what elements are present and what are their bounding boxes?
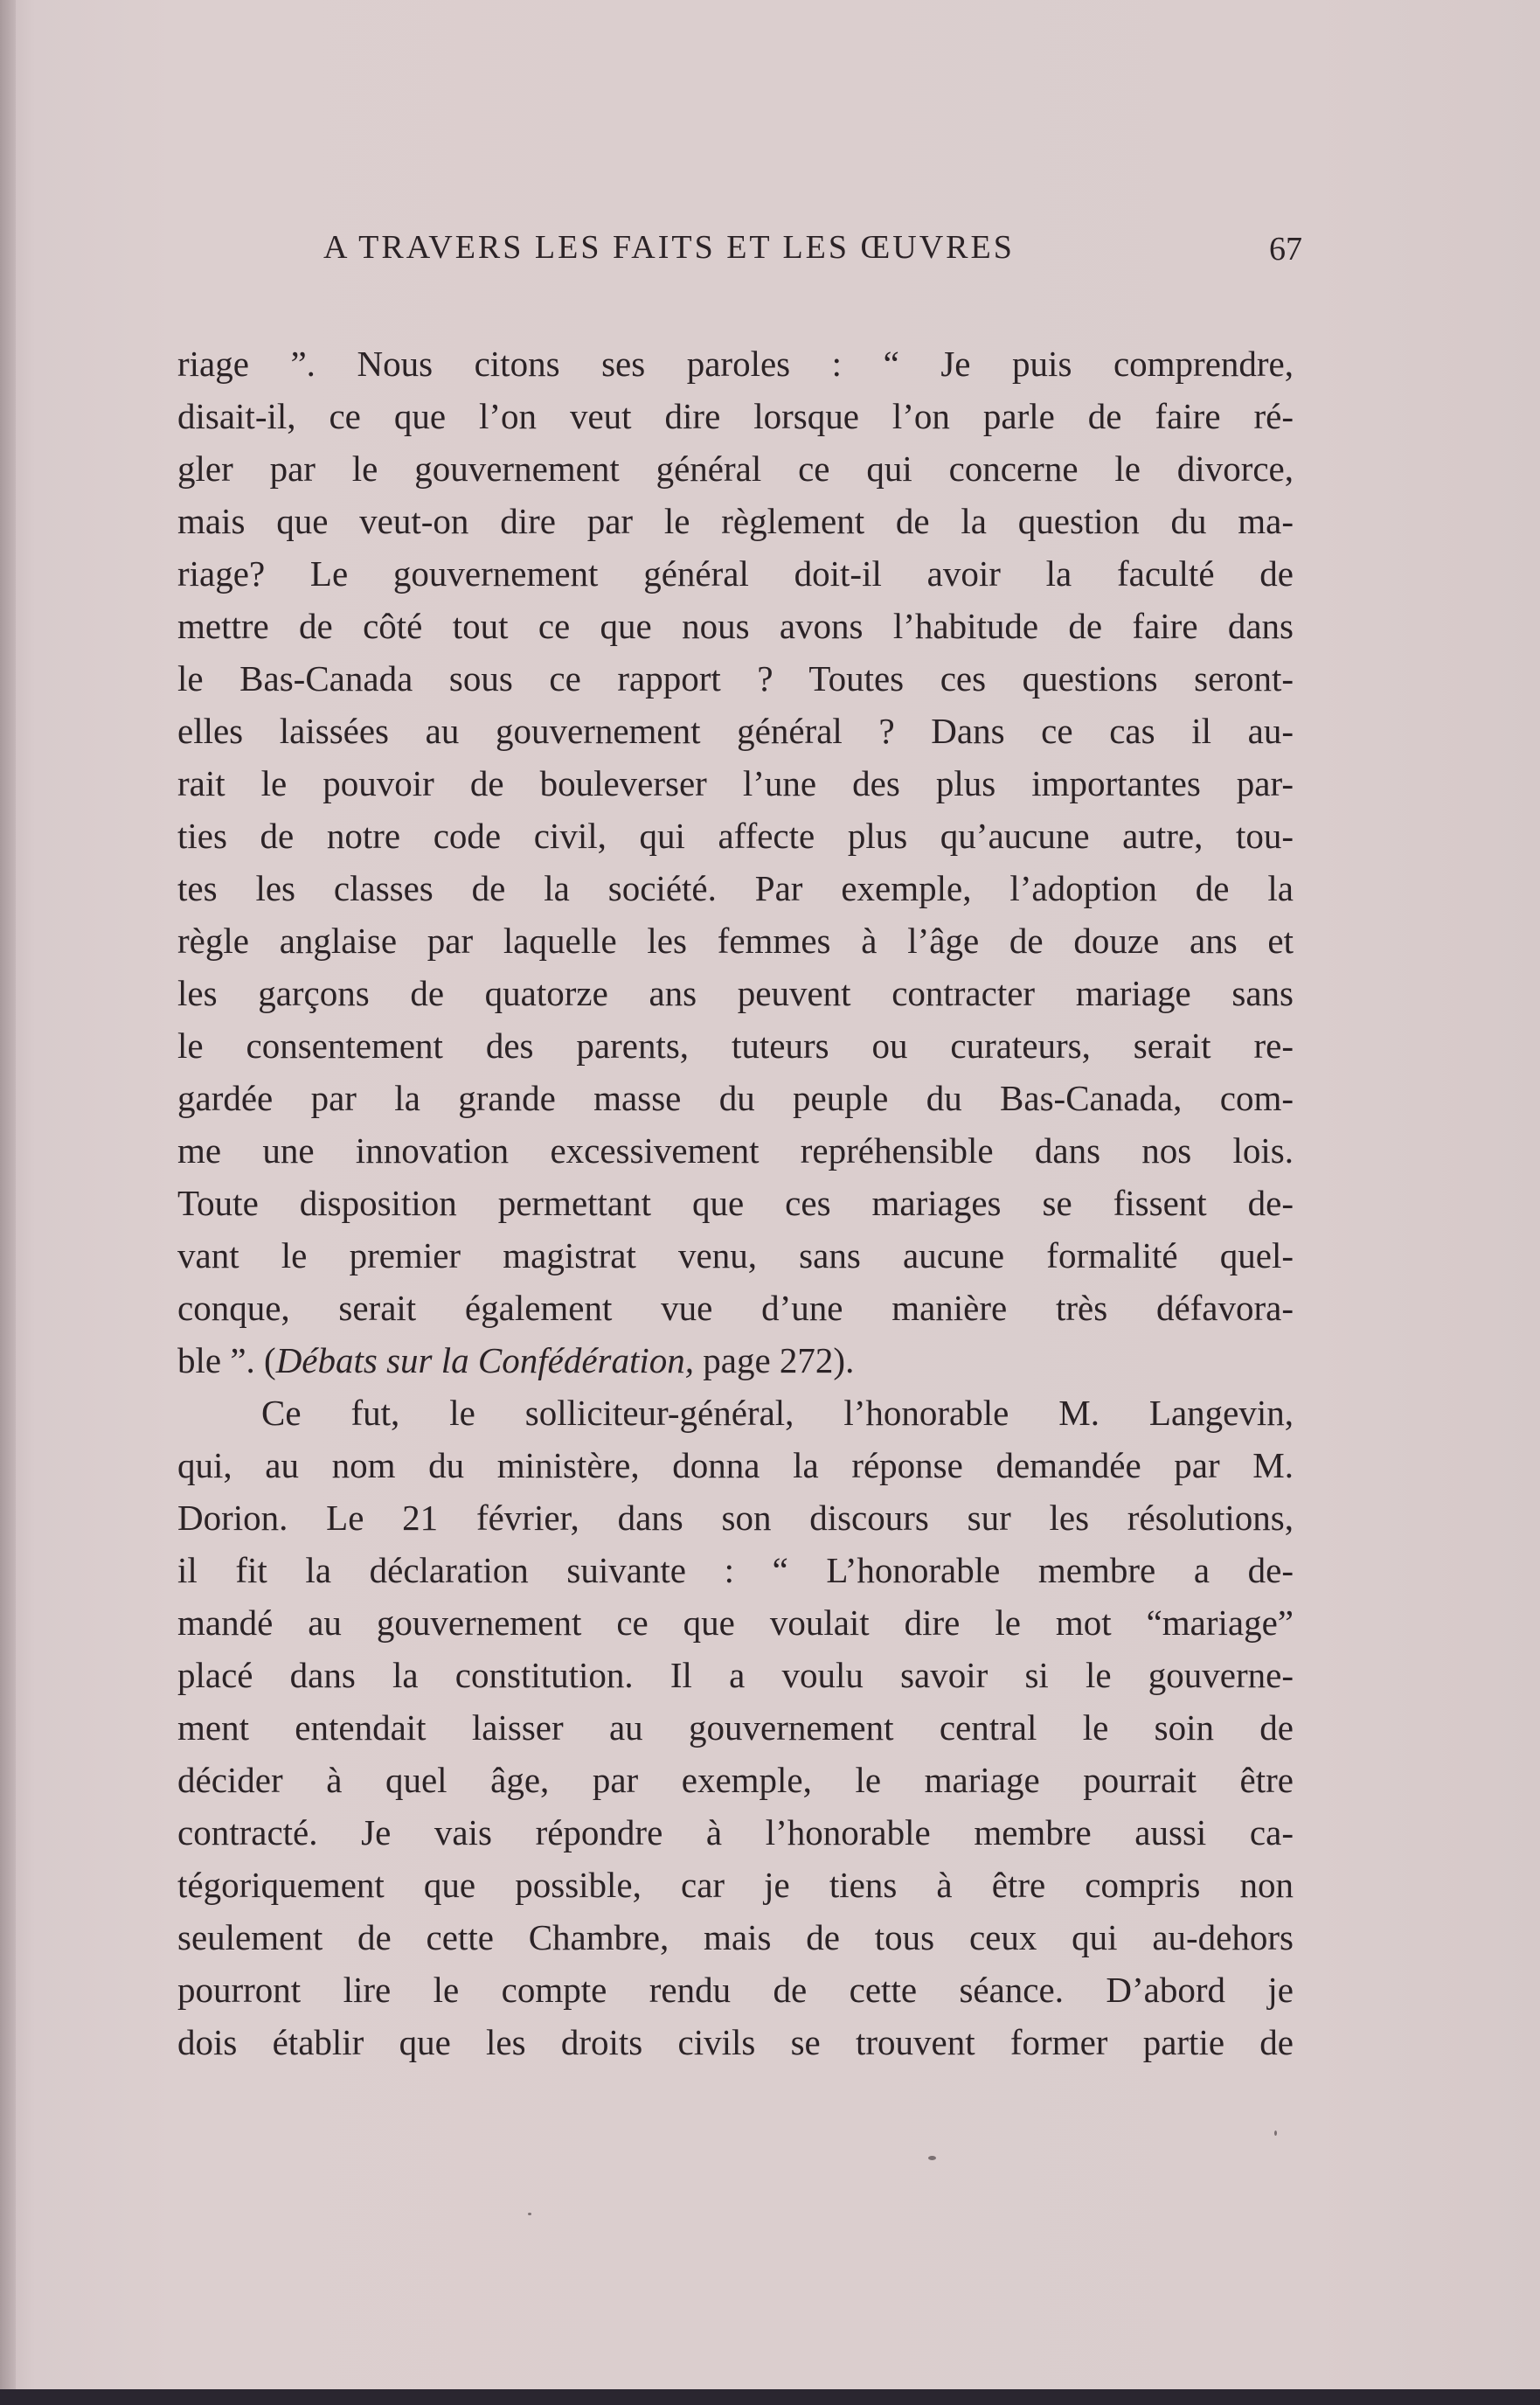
quote-closing: ble ”. (: [177, 1340, 276, 1380]
text-line: riage ”. Nous citons ses paroles : “ Je puis comprendre,: [177, 344, 1294, 384]
page-bottom-edge: [0, 2389, 1540, 2405]
book-spine-shadow: [0, 0, 16, 2405]
text-line: les garçons de quatorze ans peuvent contracter mariage sans: [177, 973, 1294, 1013]
text-line: placé dans la constitution. Il a voulu savoir si le gouverne-: [177, 1655, 1294, 1695]
text-line: dois établir que les droits civils se trouvent former partie de: [177, 2022, 1294, 2062]
text-line: gler par le gouvernement général ce qui concerne le divorce,: [177, 448, 1294, 489]
ink-speck: [1274, 2130, 1277, 2136]
text-line-with-citation: [177, 1334, 1294, 1387]
text-line: mais que veut-on dire par le règlement de la question du ma-: [177, 501, 1294, 541]
text-line: tégoriquement que possible, car je tiens à être compris non: [177, 1865, 1294, 1905]
citation-title: Débats sur la Confédération,: [275, 1340, 695, 1380]
text-line: riage? Le gouvernement général doit-il avoir la faculté de: [177, 553, 1294, 594]
text-line: seulement de cette Chambre, mais de tous ceux qui au-dehors: [177, 1917, 1294, 1957]
text-line: Dorion. Le 21 février, dans son discours sur les résolutions,: [177, 1498, 1294, 1538]
text-line: gardée par la grande masse du peuple du Bas-Canada, com-: [177, 1078, 1294, 1118]
text-line: tes les classes de la société. Par exemple, l’adoption de la: [177, 868, 1294, 908]
body-text: [177, 337, 1294, 2068]
citation-page: page 272).: [694, 1340, 855, 1380]
text-line: conque, serait également vue d’une manière très défavora-: [177, 1288, 1294, 1328]
text-line: mettre de côté tout ce que nous avons l’habitude de faire dans: [177, 606, 1294, 646]
running-head: [175, 226, 1302, 269]
text-line: rait le pouvoir de bouleverser l’une des plus importantes par-: [177, 763, 1294, 803]
text-line: Ce fut, le solliciteur-général, l’honorable M. Langevin,: [261, 1393, 1294, 1433]
text-line: le Bas-Canada sous ce rapport ? Toutes ces questions seront-: [177, 658, 1294, 699]
text-line: disait-il, ce que l’on veut dire lorsque l’on parle de faire ré-: [177, 396, 1294, 436]
text-line: il fit la déclaration suivante : “ L’honorable membre a de-: [177, 1550, 1294, 1590]
paragraph-2: [177, 1387, 1294, 2068]
running-title: A TRAVERS LES FAITS ET LES ŒUVRES: [323, 229, 1015, 266]
text-line: règle anglaise par laquelle les femmes à l’âge de douze ans et: [177, 921, 1294, 961]
ink-speck: [528, 2213, 531, 2215]
text-line: contracté. Je vais répondre à l’honorable membre aussi ca-: [177, 1812, 1294, 1852]
text-line: Toute disposition permettant que ces mariages se fissent de-: [177, 1183, 1294, 1223]
ink-speck: [928, 2156, 936, 2160]
page-number: 67: [1269, 231, 1302, 268]
text-line: décider à quel âge, par exemple, le mariage pourrait être: [177, 1760, 1294, 1800]
text-line: le consentement des parents, tuteurs ou curateurs, serait re-: [177, 1025, 1294, 1066]
text-line: ties de notre code civil, qui affecte plus qu’aucune autre, tou-: [177, 816, 1294, 856]
text-line: pourront lire le compte rendu de cette séance. D’abord je: [177, 1970, 1294, 2010]
paragraph-1: [177, 337, 1294, 1387]
text-line: mandé au gouvernement ce que voulait dire le mot “mariage”: [177, 1602, 1294, 1643]
text-line: me une innovation excessivement repréhensible dans nos lois.: [177, 1130, 1294, 1171]
text-line: qui, au nom du ministère, donna la réponse demandée par M.: [177, 1445, 1294, 1485]
text-line: vant le premier magistrat venu, sans aucune formalité quel-: [177, 1235, 1294, 1275]
text-line: ment entendait laisser au gouvernement central le soin de: [177, 1707, 1294, 1748]
text-line: elles laissées au gouvernement général ? Dans ce cas il au-: [177, 711, 1294, 751]
